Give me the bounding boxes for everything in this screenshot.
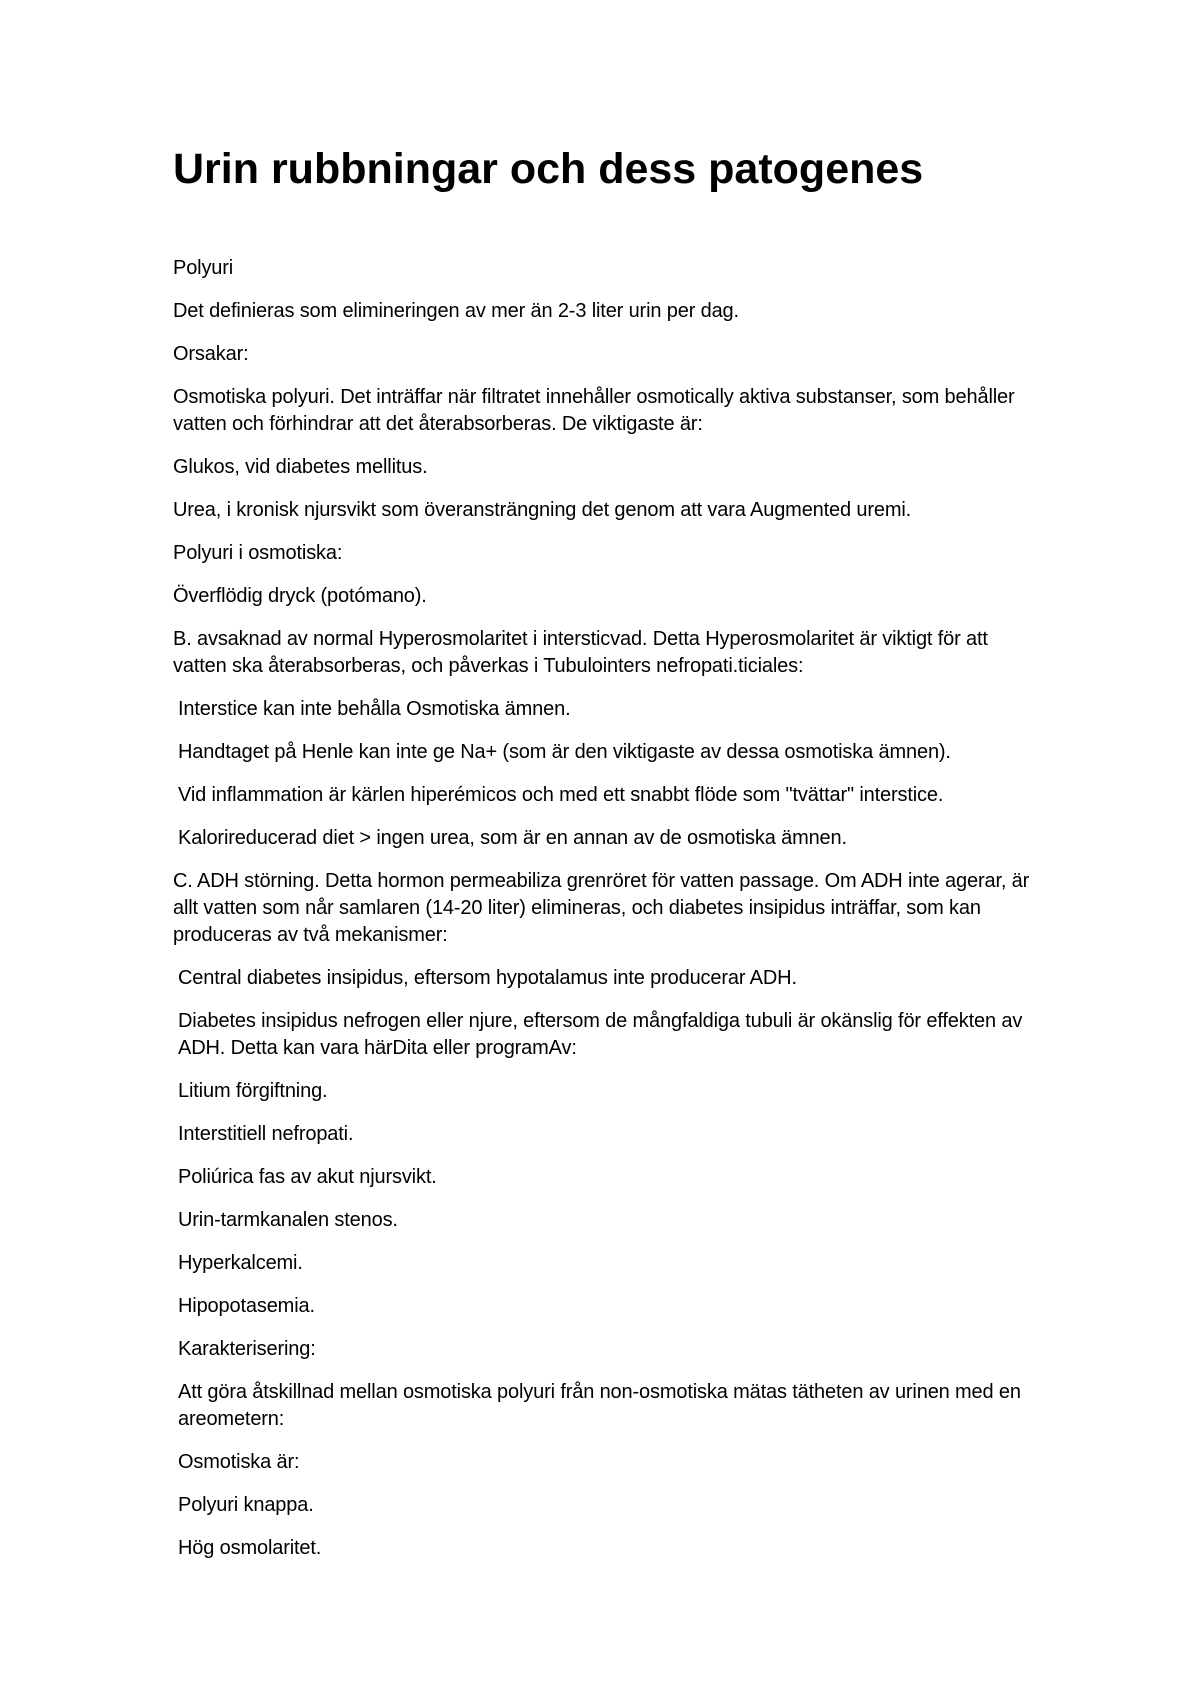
- paragraph-adh-disorder: C. ADH störning. Detta hormon permeabiliza grenröret för vatten passage. Om ADH inte agerar, är allt vatten som når samlaren (14-20 liter) elimineras, och diabetes insipidus inträffar, som kan produceras av två mekanismer:: [173, 870, 1030, 946]
- paragraph-glucose: Glukos, vid diabetes mellitus.: [173, 456, 428, 478]
- paragraph-osmotic-polyuria: Osmotiska polyuri. Det inträffar när filtratet innehåller osmotically aktiva substanser, som behåller vatten och förhindrar att det återabsorberas. De viktigaste är:: [173, 386, 1015, 435]
- paragraph-interstice: Interstice kan inte behålla Osmotiska ämnen.: [178, 698, 571, 720]
- paragraph-osmotic-are: Osmotiska är:: [178, 1451, 300, 1473]
- paragraph-interstitial-nephropathy: Interstitiell nefropati.: [178, 1123, 354, 1145]
- paragraph-polyuric-phase: Poliúrica fas av akut njursvikt.: [178, 1166, 437, 1188]
- paragraph-central-diabetes-insipidus: Central diabetes insipidus, eftersom hypotalamus inte producerar ADH.: [178, 967, 797, 989]
- paragraph-causes-heading: Orsakar:: [173, 343, 249, 365]
- document-title: Urin rubbningar och dess patogenes: [173, 145, 924, 193]
- paragraph-lithium: Litium förgiftning.: [178, 1080, 328, 1102]
- paragraph-nephrogenic-diabetes-insipidus: Diabetes insipidus nefrogen eller njure, eftersom de mångfaldiga tubuli är okänslig för effekten av ADH. Detta kan vara härDita eller programAv:: [178, 1010, 1023, 1059]
- paragraph-excessive-drinking: Överflödig dryck (potómano).: [173, 585, 427, 607]
- paragraph-hypokalemia: Hipopotasemia.: [178, 1295, 315, 1317]
- paragraph-inflammation: Vid inflammation är kärlen hiperémicos och med ett snabbt flöde som "tvättar" interstice.: [178, 784, 944, 806]
- paragraph-calorie-diet: Kalorireducerad diet > ingen urea, som är en annan av de osmotiska ämnen.: [178, 827, 847, 849]
- paragraph-urinary-stenosis: Urin-tarmkanalen stenos.: [178, 1209, 398, 1231]
- paragraph-definition: Det definieras som elimineringen av mer än 2-3 liter urin per dag.: [173, 300, 739, 322]
- paragraph-mild-polyuria: Polyuri knappa.: [178, 1494, 314, 1516]
- paragraph-differentiation: Att göra åtskillnad mellan osmotiska polyuri från non-osmotiska mätas tätheten av urinen med en areometern:: [178, 1381, 1021, 1430]
- paragraph-characterization: Karakterisering:: [178, 1338, 316, 1360]
- paragraph-hypercalcemia: Hyperkalcemi.: [178, 1252, 303, 1274]
- document-body: [173, 255, 1043, 1578]
- paragraph-urea: Urea, i kronisk njursvikt som överansträngning det genom att vara Augmented uremi.: [173, 499, 912, 521]
- paragraph-polyuria-osmotic: Polyuri i osmotiska:: [173, 542, 343, 564]
- paragraph-high-osmolarity: Hög osmolaritet.: [178, 1537, 322, 1559]
- paragraph-henle-loop: Handtaget på Henle kan inte ge Na+ (som är den viktigaste av dessa osmotiska ämnen).: [178, 741, 951, 763]
- paragraph-hyperosmolarity: B. avsaknad av normal Hyperosmolaritet i intersticvad. Detta Hyperosmolaritet är viktigt för att vatten ska återabsorberas, och påverkas i Tubulointers nefropati.ticiales:: [173, 628, 988, 677]
- paragraph-polyuri-heading: Polyuri: [173, 257, 234, 279]
